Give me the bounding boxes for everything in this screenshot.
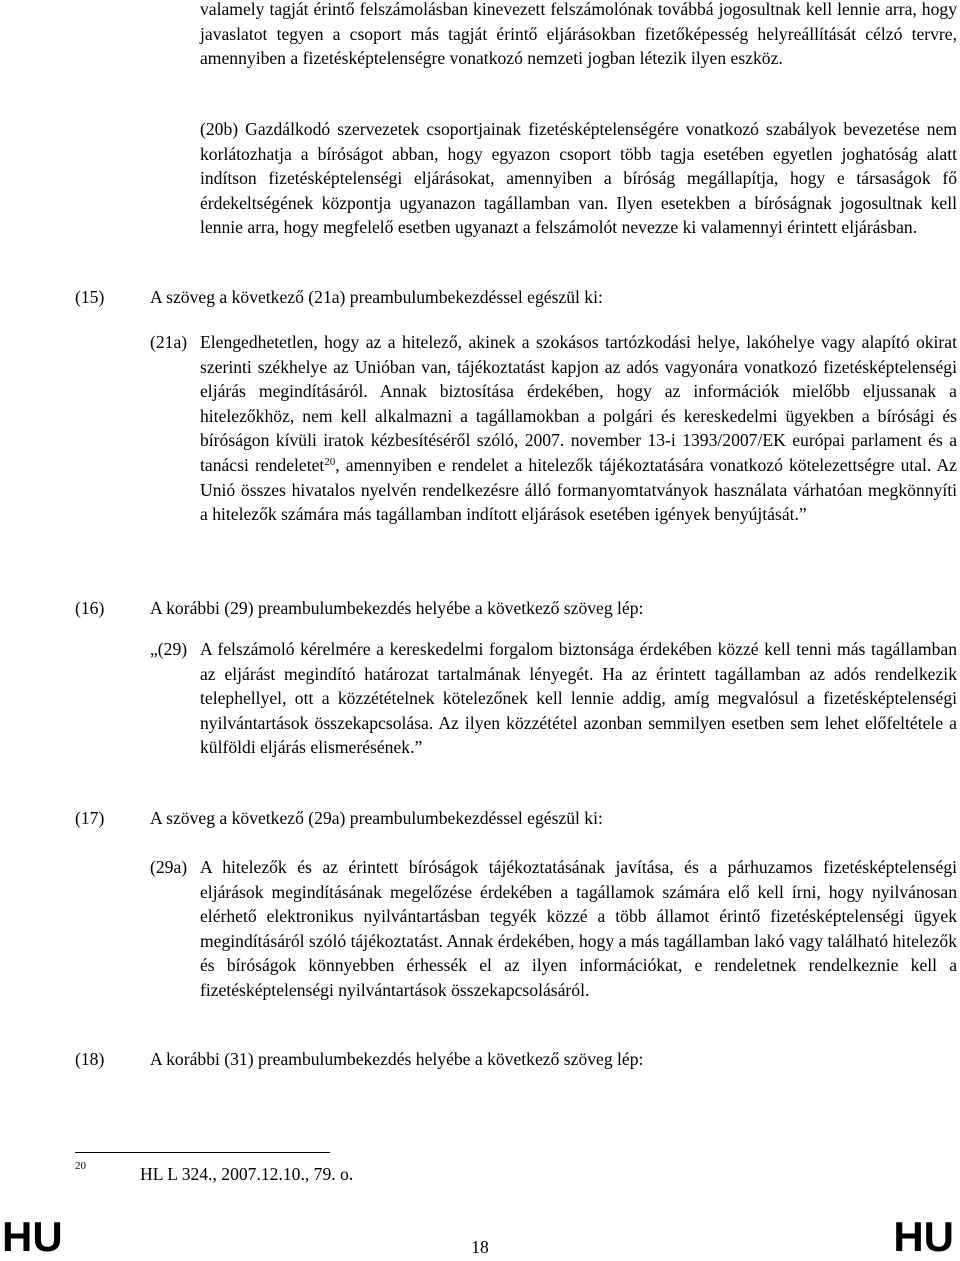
recital-20b: (20b) Gazdálkodó szervezetek csoportjainak fizetésképtelenségére vonatkozó szabályok bevezetése nem korlátozhatja a bíróságot abban, hogy egyazon csoport több tagja esetében egyetlen joghatóság alatt indítson fizetésképtelenségi eljárásokat, amennyiben a bíróság megállapítja, hogy e társaságok fő érdekeltségének központja ugyanazon tagállamban van. Ilyen esetekben a bíróságnak jogosultnak kell lennie arra, hogy megfelelő esetben ugyanazt a felszámolót nevezze ki valamennyi érintett eljárásban. (200, 119, 957, 238)
recital-21a-text (200, 330, 957, 527)
amendment-number: (16) (75, 598, 105, 618)
footnote-text: HL L 324., 2007.12.10., 79. o. (140, 1164, 354, 1184)
amendment-number: (17) (75, 808, 105, 828)
recital-label: „(29) (150, 639, 188, 659)
recital-21a-text-part1: Elengedhetetlen, hogy az a hitelező, akinek a szokásos tartózkodási helye, lakóhelye vagy alapító okirat szerinti székhelye az Unióban van, tájékoztatást kapjon az adós vagyonára vonatkozó fizetésképtelenségi eljárás megindításáról. Annak biztosítása érdekében, hogy az információk mielőbb eljussanak a hitelezőkhöz, nem kell alkalmazni a tagállamokban a polgári és kereskedelmi ügyekben a bírósági és bíróságon kívüli iratok kézbesítéséről szóló, 2007. november 13-i 1393/2007/EK európai parlament és a tanácsi rendeletet (200, 332, 957, 475)
recital-21a-text-part2: , amennyiben e rendelet a hitelezők tájékoztatására vonatkozó kötelezettségre utal. Az Unió összes hivatalos nyelvén rendelkezésre álló formanyomtatványok használata várhatóan megkönnyíti a hitelezők számára más tagállamban indított eljárások esetében igények benyújtását.” (200, 454, 957, 525)
language-code-right: HU (893, 1213, 954, 1260)
recital-29-text: A felszámoló kérelmére a kereskedelmi forgalom biztonsága érdekében közzé kell tenni más tagállamban az eljárást megindító határozat tartalmának lényegét. Ha az érintett tagállamban az adós rendelkezik telephellyel, ott a közzétételnek kötelezőnek kell lennie addig, amíg megvalósul a fizetésképtelenségi nyilvántartások összekapcsolása. Az ilyen közzététel azonban semmilyen esetben sem lehet előfeltétele a külföldi eljárás elismerésének.” (200, 639, 957, 758)
amendment-number: (18) (75, 1049, 105, 1069)
amendment-intro: A szöveg a következő (29a) preambulumbekezdéssel egészül ki: (150, 808, 603, 828)
footnote-number: 20 (75, 1160, 86, 1172)
amendment-intro: A korábbi (31) preambulumbekezdés helyébe a következő szöveg lép: (150, 1049, 644, 1069)
recital-label: (21a) (150, 332, 188, 352)
amendment-intro: A korábbi (29) preambulumbekezdés helyébe a következő szöveg lép: (150, 598, 644, 618)
recital-29a-text: A hitelezők és az érintett bíróságok tájékoztatásának javítása, és a párhuzamos fizetésképtelenségi eljárások megindításának megelőzése érdekében a tagállamok számára elő kell írni, hogy nyilvánosan elérhető elektronikus nyilvántartásban tegyék közzé a több államot érintő fizetésképtelenségi ügyek megindításáról szóló tájékoztatást. Annak érdekében, hogy a más tagállamban lakó vagy található hitelezők és bíróságok könnyebben érhessék el az ilyen információkat, e rendeletnek rendelkeznie kell a fizetésképtelenségi nyilvántartások összekapcsolásáról. (200, 857, 957, 1000)
top-paragraph: valamely tagját érintő felszámolásban kinevezett felszámolónak továbbá jogosultnak kell lennie arra, hogy javaslatot tegyen a csoport más tagját érintő eljárásokban fizetőképesség helyreállítását célzó tervre, amennyiben a fizetésképtelenségre vonatkozó nemzeti jogban létezik ilyen eszköz. (200, 0, 957, 69)
language-code-left: HU (2, 1213, 63, 1260)
recital-label: (29a) (150, 857, 188, 877)
amendment-number: (15) (75, 287, 105, 307)
page-number: 18 (471, 1237, 489, 1257)
footnote-separator (75, 1152, 330, 1153)
amendment-intro: A szöveg a következő (21a) preambulumbekezdéssel egészül ki: (150, 287, 603, 307)
footnote-reference: 20 (324, 455, 336, 468)
